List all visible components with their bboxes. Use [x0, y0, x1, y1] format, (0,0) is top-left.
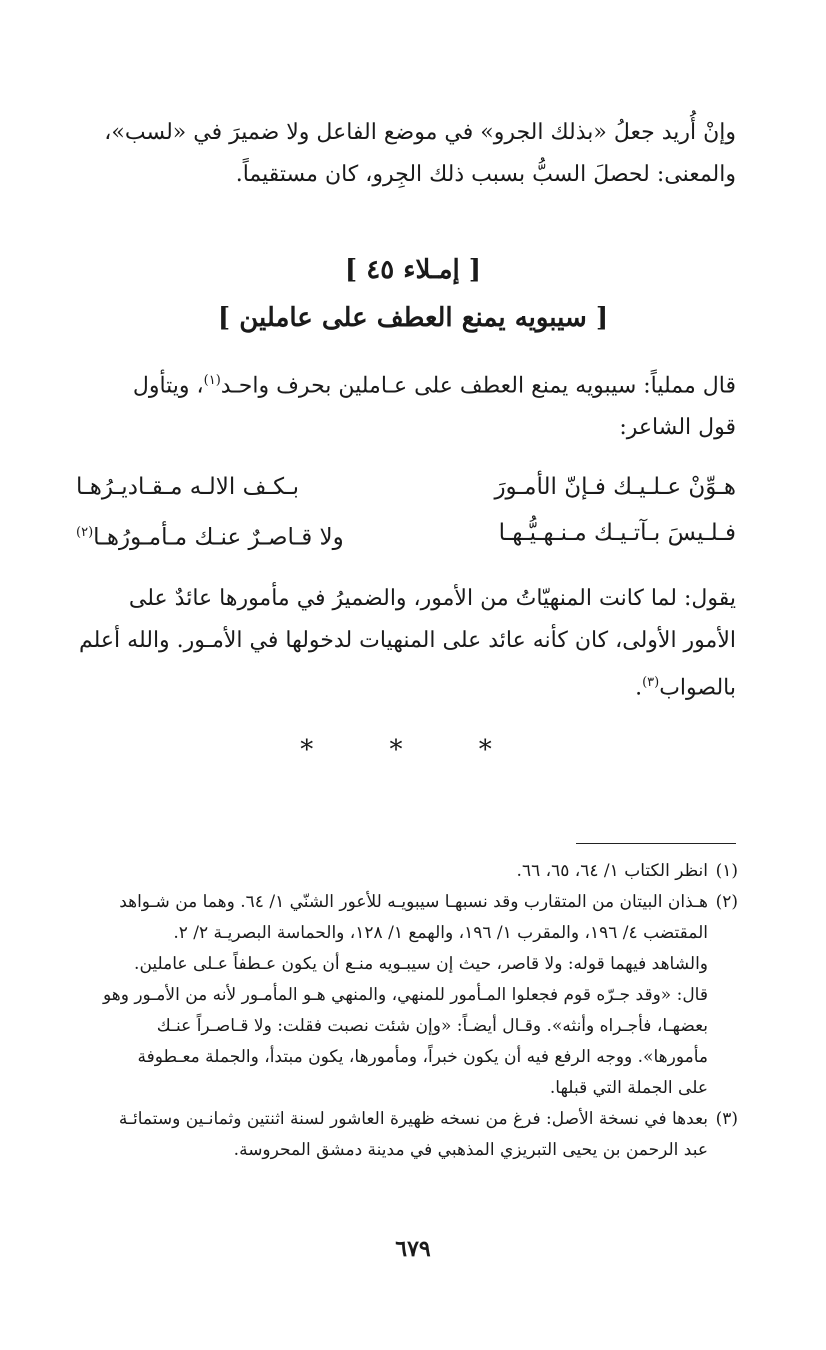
footnote-line: على الجملة التي قبلها.: [549, 1078, 708, 1098]
section-subtitle: [ سيبويه يمنع العطف على عاملين ]: [217, 303, 609, 333]
intro-line-2: والمعنى: لحصلَ السبُّ بسبب ذلك الجِرو، كان مستقيماً.: [235, 162, 736, 187]
footnote-line: المقتضب ٤/ ١٩٦، والمقرب ١/ ١٩٦، والهمع ١/ ١٢٨، والحماسة البصريـة ٢/ ٢.: [173, 923, 708, 943]
verse-line-2: [76, 510, 736, 561]
poetry-verses: [76, 464, 736, 561]
dictation-paragraph: [76, 360, 736, 449]
commentary-text: بالصواب: [659, 675, 736, 701]
footnote-number: (٢): [715, 892, 738, 912]
intro-line-1: وإنْ أُريد جعلُ «بذلك الجرو» في موضع الفاعل ولا ضميرَ في «لسب»،: [104, 120, 736, 145]
footnote-line: عبد الرحمن بن يحيى التبريزي المذهبي في مدينة دمشق المحروسة.: [233, 1140, 708, 1160]
dictation-text-tail: ، ويتأول: [132, 373, 204, 399]
verse-1-second-hemistich: بـكـف الالـه مـقـاديـرُهـا: [76, 474, 299, 500]
commentary-line-2: الأمور الأولى، كان كأنه عائد على المنهيات لدخولها في الأمـور. والله أعلم: [79, 628, 736, 653]
footnote-2: [74, 887, 738, 1104]
verse-2-first-hemistich: فـلـيسَ بـآتـيـك مـنـهـيُّـهـا: [498, 520, 736, 546]
footnote-1: [74, 856, 738, 887]
footnote-ref-1: (١): [203, 373, 221, 388]
verse-2-second-hemistich: ولا قـاصـرٌ عنـك مـأمـورُهـا: [93, 524, 344, 551]
footnote-line: هـذان البيتان من المتقارب وقد نسبهـا سيبويـه للأعور الشنّي ١/ ٦٤. وهما من شـواهد: [119, 892, 708, 912]
dictation-text: قال مملياً: سيبويه يمنع العطف على عـاملين بحرف واحـد: [220, 373, 736, 399]
commentary-line-1: يقول: لما كانت المنهيّاتُ من الأمور، والضميرُ في مأمورها عائدٌ على: [128, 586, 736, 611]
footnote-rule: [576, 843, 736, 844]
commentary-line-3: [76, 662, 736, 709]
footnote-number: (١): [715, 861, 738, 881]
footnote-line: قال: «وقد جـرّه قوم فجعلوا المـأمور للمنهي، والمنهي هـو المأمـور لأنه من الأمـور وهو: [102, 985, 708, 1005]
footnote-line: انظر الكتاب ١/ ٦٤، ٦٥، ٦٦.: [516, 861, 708, 881]
dictation-line-1: [76, 360, 736, 407]
intro-paragraph: [76, 112, 736, 196]
commentary-paragraph: [76, 578, 736, 709]
footnote-ref-2: (٢): [76, 525, 94, 540]
footnote-3: [74, 1104, 738, 1166]
verse-1-first-hemistich: هـوِّنْ عـلـيـك فـإنّ الأمـورَ: [494, 474, 736, 500]
dictation-line-2: قول الشاعر:: [619, 415, 736, 441]
footnote-line: مأمورها». ووجه الرفع فيه أن يكون خبراً، ومأمورها، يكون مبتدأ، والجملة معـطوفة: [137, 1047, 708, 1067]
commentary-tail: .: [635, 675, 643, 701]
page-number: ٦٧٩: [395, 1236, 431, 1262]
section-title: [ إمـلاء ٤٥ ]: [344, 255, 482, 285]
verse-2-second-hemistich-wrap: [76, 510, 344, 561]
footnote-line: بعدها في نسخة الأصل: فرغ من نسخه ظهيرة العاشور لسنة اثنتين وثمانـين وستمائـة: [118, 1109, 708, 1129]
footnotes: [74, 856, 738, 1166]
footnote-line: بعضهـا، فأجـراه وأنثه». وقـال أيضـاً: «وإن شئت نصبت فقلت: ولا قـاصـراً عنـك: [156, 1016, 708, 1036]
verse-line-1: [76, 464, 736, 510]
footnote-line: والشاهد فيهما قوله: ولا قاصر، حيث إن سيبـويه منـع أن يكون عـطفاً عـلى عاملين.: [134, 954, 708, 974]
section-separator: * * *: [300, 735, 526, 765]
footnote-number: (٣): [715, 1109, 738, 1129]
footnote-ref-3: (٣): [642, 675, 660, 690]
